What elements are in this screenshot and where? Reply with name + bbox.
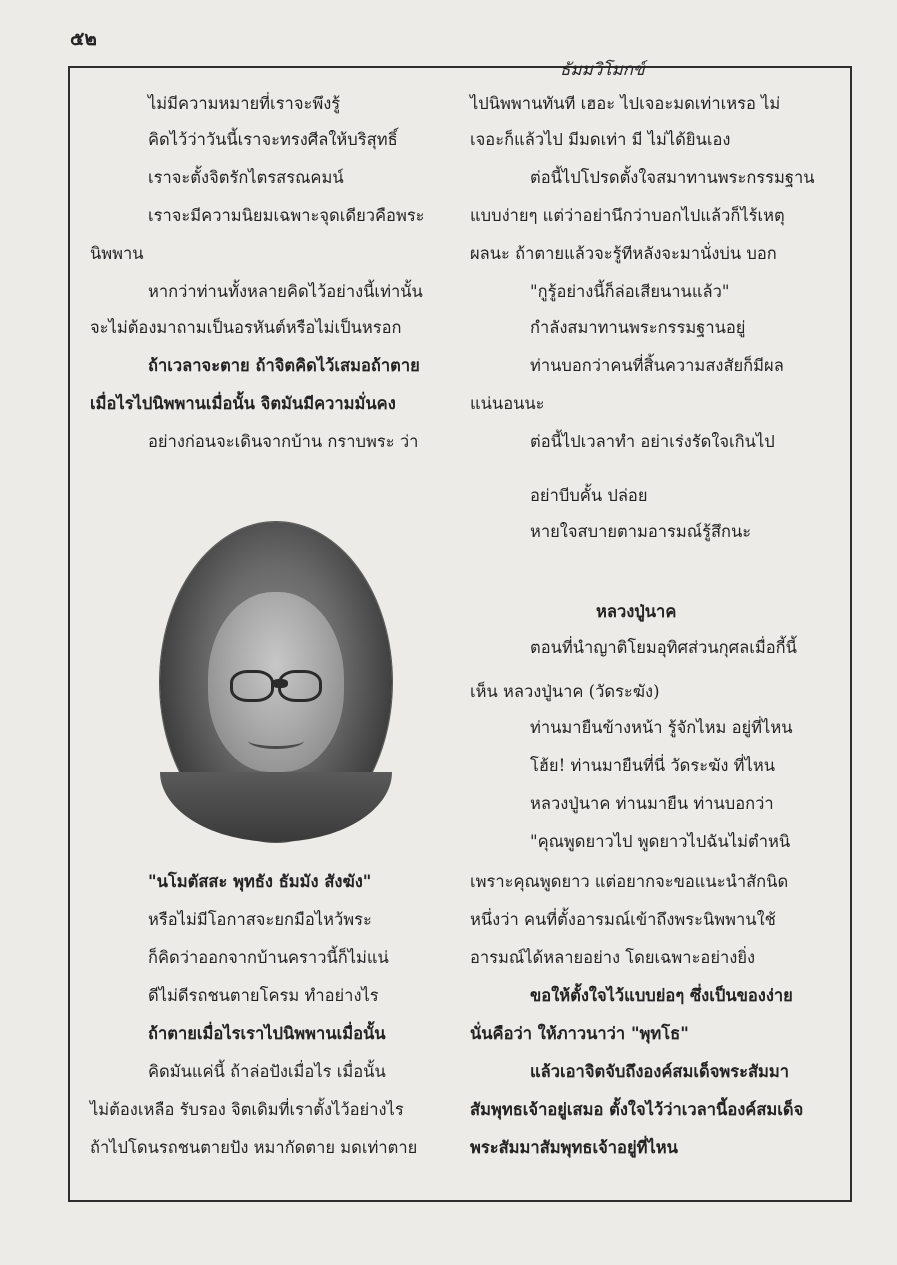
- section-heading: หลวงปู่นาค: [596, 602, 677, 621]
- left-line: ไม่ต้องเหลือ รับรอง จิตเดิมที่เราตั้งไว้อย่างไร: [90, 1100, 404, 1119]
- monk-portrait: [160, 522, 392, 842]
- left-line: คิดมันแค่นี้ ถ้าล่อปังเมื่อไร เมื่อนั้น: [148, 1062, 386, 1081]
- left-line: คิดไว้ว่าวันนี้เราจะทรงศีลให้บริสุทธิ์: [148, 130, 398, 149]
- left-line: ดีไม่ดีรถชนตายโครม ทำอย่างไร: [148, 986, 379, 1005]
- left-line: จะไม่ต้องมาถามเป็นอรหันต์หรือไม่เป็นหรอก: [90, 318, 402, 337]
- left-line: "นโมตัสสะ พุทธัง ธัมมัง สังฆัง": [148, 872, 372, 891]
- left-line: ถ้าเวลาจะตาย ถ้าจิตคิดไว้เสมอถ้าตาย: [148, 356, 420, 375]
- right-line: ขอให้ตั้งใจไว้แบบย่อๆ ซึ่งเป็นของง่าย: [530, 986, 793, 1005]
- right-line: ต่อนี้ไปเวลาทำ อย่าเร่งรัดใจเกินไป: [530, 432, 775, 451]
- left-line: หรือไม่มีโอกาสจะยกมือไหว้พระ: [148, 910, 372, 929]
- right-line: หายใจสบายตามอารมณ์รู้สึกนะ: [530, 522, 752, 541]
- right-line: เห็น หลวงปู่นาค (วัดระฆัง): [470, 682, 660, 701]
- right-line: ผลนะ ถ้าตายแล้วจะรู้ทีหลังจะมานั่งบ่น บอก: [470, 244, 777, 263]
- running-head: ธัมมวิโมกข์: [560, 60, 645, 80]
- right-line: อารมณ์ได้หลายอย่าง โดยเฉพาะอย่างยิ่ง: [470, 948, 756, 967]
- right-line: "คุณพูดยาวไป พูดยาวไปฉันไม่ตำหนิ: [530, 832, 791, 851]
- glasses-icon: [230, 670, 322, 698]
- portrait-face: [208, 592, 344, 772]
- left-line: เราจะมีความนิยมเฉพาะจุดเดียวคือพระ: [148, 206, 425, 225]
- right-line: ไปนิพพานทันที เฮอะ ไปเจอะมดเท่าเหรอ ไม่: [470, 94, 781, 113]
- left-line: ก็คิดว่าออกจากบ้านคราวนี้ก็ไม่แน่: [148, 948, 389, 967]
- right-line: "กูรู้อย่างนี้ก็ล่อเสียนานแล้ว": [530, 282, 730, 301]
- right-line: ท่านมายืนข้างหน้า รู้จักไหม อยู่ที่ไหน: [530, 718, 793, 737]
- left-line: เมื่อไรไปนิพพานเมื่อนั้น จิตมันมีความมั่นคง: [90, 394, 396, 413]
- right-line: แน่นอนนะ: [470, 394, 545, 413]
- page-number: ๕๒: [70, 28, 97, 50]
- left-line: ถ้าไปโดนรถชนตายปัง หมากัดตาย มดเท่าตาย: [90, 1138, 418, 1157]
- right-line: แล้วเอาจิตจับถึงองค์สมเด็จพระสัมมา: [530, 1062, 790, 1081]
- right-line: หนึ่งว่า คนที่ตั้งอารมณ์เข้าถึงพระนิพพานใช้: [470, 910, 776, 929]
- right-line: กำลังสมาทานพระกรรมฐานอยู่: [530, 318, 746, 337]
- right-line: ท่านบอกว่าคนที่สิ้นความสงสัยก็มีผล: [530, 356, 784, 375]
- left-line: เราจะตั้งจิตรักไตรสรณคมน์: [148, 168, 344, 187]
- right-line: ต่อนี้ไปโปรดตั้งใจสมาทานพระกรรมฐาน: [530, 168, 815, 187]
- right-line: เพราะคุณพูดยาว แต่อยากจะขอแนะนำสักนิด: [470, 872, 789, 891]
- right-line: นั่นคือว่า ให้ภาวนาว่า "พุทโธ": [470, 1024, 689, 1043]
- smile-icon: [248, 732, 304, 749]
- left-line: ไม่มีความหมายที่เราจะพึงรู้: [148, 94, 341, 113]
- left-line: นิพพาน: [90, 244, 144, 263]
- right-line: พระสัมมาสัมพุทธเจ้าอยู่ที่ไหน: [470, 1138, 678, 1157]
- right-line: โฮ้ย! ท่านมายืนที่นี่ วัดระฆัง ที่ไหน: [530, 756, 775, 775]
- left-line: อย่างก่อนจะเดินจากบ้าน กราบพระ ว่า: [148, 432, 419, 451]
- right-line: เจอะก็แล้วไป มีมดเท่า มี ไม่ได้ยินเอง: [470, 130, 731, 149]
- right-line: อย่าบีบคั้น ปล่อย: [530, 486, 648, 505]
- right-line: หลวงปู่นาค ท่านมายืน ท่านบอกว่า: [530, 794, 774, 813]
- left-line: หากว่าท่านทั้งหลายคิดไว้อย่างนี้เท่านั้น: [148, 282, 423, 301]
- left-line: ถ้าตายเมื่อไรเราไปนิพพานเมื่อนั้น: [148, 1024, 386, 1043]
- right-line: ตอนที่นำญาติโยมอุทิศส่วนกุศลเมื่อกี้นี้: [530, 638, 797, 657]
- right-line: แบบง่ายๆ แต่ว่าอย่านึกว่าบอกไปแล้วก็ไร้เหตุ: [470, 206, 785, 225]
- right-line: สัมพุทธเจ้าอยู่เสมอ ตั้งใจไว้ว่าเวลานี้องค์สมเด็จ: [470, 1100, 804, 1119]
